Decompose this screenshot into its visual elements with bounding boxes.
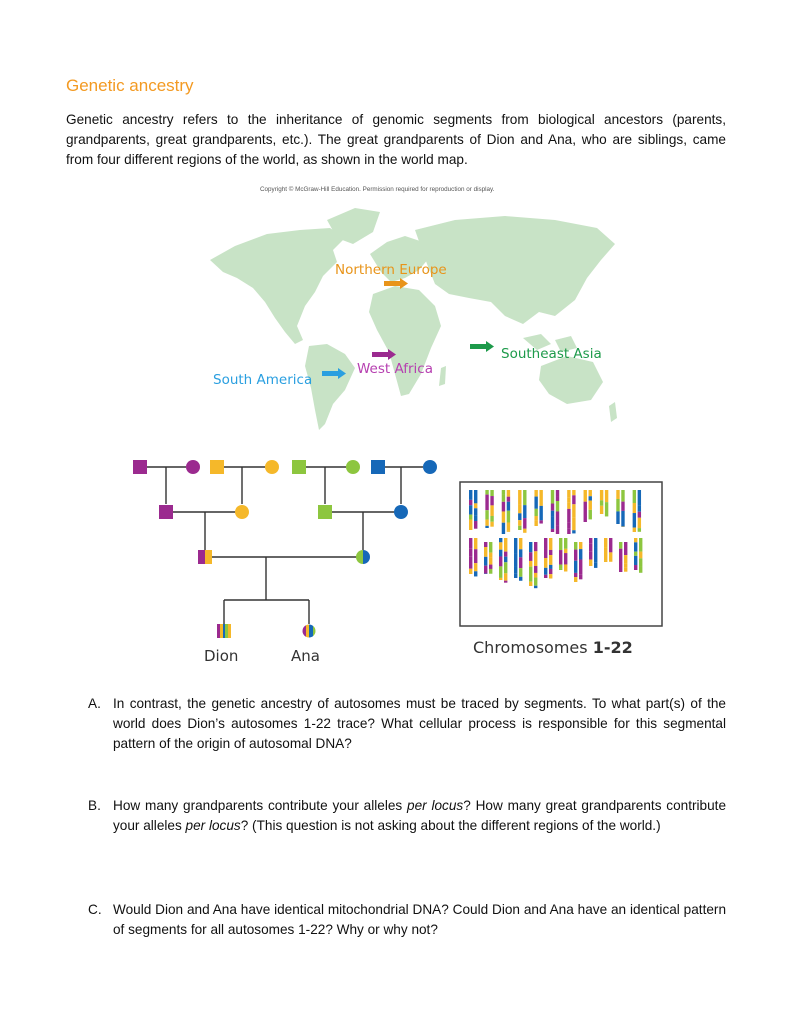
chromosome-segment — [502, 495, 505, 502]
chromosome-segment — [484, 542, 487, 547]
chromosome-segment — [589, 490, 592, 496]
chromosome-segment — [621, 490, 624, 502]
chromosome-segment — [518, 526, 521, 530]
chromosome-segment — [600, 500, 603, 505]
chromosome-segment — [567, 522, 570, 528]
chromosome-segment — [639, 567, 642, 573]
chromosome-segment — [551, 529, 554, 532]
chromosome-segment — [639, 552, 642, 559]
chromosome-segment — [484, 557, 487, 566]
chromosome-segment — [638, 528, 641, 532]
chromosome-segment — [499, 550, 502, 557]
chromosome-segment — [485, 520, 488, 526]
chromosome-segment — [518, 504, 521, 513]
chromosome-segment — [484, 566, 487, 574]
chromosome-segment — [519, 568, 522, 577]
chromosome-segment — [544, 558, 547, 568]
chromosome-segment — [639, 558, 642, 567]
chromosome-segment — [504, 557, 507, 563]
question-b-text: How many grandparents contribute your alleles per locus? How many great grandparents contribute your alleles per locus? (This question is not asking about the different regions of the world.) — [113, 798, 727, 833]
chromosome-segment — [544, 548, 547, 558]
chromosome-segment — [474, 538, 477, 549]
chromosome-segment — [556, 511, 559, 525]
chromosome-segment — [549, 569, 552, 574]
chromosome-segment — [556, 501, 559, 511]
chromosome-segment — [534, 578, 537, 586]
chromosome-segment — [605, 490, 608, 502]
chromosome-segment — [564, 553, 567, 564]
question-b — [88, 796, 726, 836]
chromosome-segment — [518, 513, 521, 520]
chromosome-segment — [556, 490, 559, 496]
chromosome-segment — [567, 490, 570, 497]
chromosome-segment — [523, 505, 526, 518]
chromosome-segment — [609, 538, 612, 552]
chromosome-segment — [624, 555, 627, 564]
chromosome-segment — [534, 516, 537, 520]
question-a — [88, 694, 726, 754]
chromosome-segment — [529, 567, 532, 582]
chromosome-segment — [514, 553, 517, 566]
dion-label: Dion — [204, 647, 239, 665]
chromosome-segment — [523, 490, 526, 505]
chromosome-segment — [579, 575, 582, 580]
great-grandmother-west-africa — [186, 460, 200, 474]
chromosome-segment — [605, 502, 608, 516]
chromosome-segment — [633, 490, 636, 503]
chromosome-segment — [469, 548, 472, 557]
label-southeast-asia: Southeast Asia — [501, 346, 602, 362]
question-a-letter: A. — [88, 696, 101, 711]
chromosome-segment — [589, 496, 592, 500]
chromosome-segment — [574, 577, 577, 582]
great-grandfather-south-america — [371, 460, 385, 474]
chromosome-segment — [638, 518, 641, 528]
chromosome-segment — [589, 538, 592, 544]
chromosome-segment — [469, 505, 472, 514]
chromosome-segment — [572, 490, 575, 495]
great-grandfather-west-africa — [133, 460, 147, 474]
chromosome-segment — [600, 490, 603, 500]
chromosome-segment — [638, 512, 641, 518]
chromosome-segment — [502, 523, 505, 534]
chromosome-segment — [572, 504, 575, 517]
chromosome-segment — [551, 517, 554, 529]
chromosome-segment — [567, 497, 570, 502]
great-grandfather-southeast-asia — [292, 460, 306, 474]
chromosome-segment — [499, 566, 502, 578]
grandfather-paternal — [159, 505, 173, 519]
chromosome-segment — [589, 552, 592, 560]
question-a-text: In contrast, the genetic ancestry of autosomes must be traced by segments. To what part(s) of the world does Dion’s autosomes 1-22 trace? What cellular process is responsible for this segmental pattern of the origin of autosomal DNA? — [113, 696, 726, 751]
chromosome-segment — [551, 490, 554, 504]
chromosome-segment — [514, 538, 517, 553]
chromosome-segment — [474, 515, 477, 521]
chromosome-segment — [490, 490, 493, 496]
chromosome-segment — [534, 551, 537, 566]
chromosomes-label: Chromosomes 1-22 — [473, 638, 633, 657]
world-map — [205, 198, 625, 438]
chromosome-segment — [534, 542, 537, 551]
chromosome-segment — [490, 496, 493, 505]
chromosome-segment — [609, 552, 612, 561]
chromosome-segment — [518, 520, 521, 526]
chromosome-segment — [574, 542, 577, 550]
chromosome-segment — [490, 522, 493, 527]
chromosome-segment — [507, 490, 510, 497]
chromosome-segment — [489, 542, 492, 553]
grandfather-maternal — [318, 505, 332, 519]
ana-label: Ana — [291, 647, 320, 665]
chromosome-segment — [529, 552, 532, 561]
copyright-notice: Copyright © McGraw-Hill Education. Permission required for reproduction or display. — [260, 186, 495, 193]
chromosome-segment — [619, 542, 622, 549]
chromosome-segment — [529, 561, 532, 567]
chromosome-segment — [589, 560, 592, 566]
label-northern-europe: Northern Europe — [335, 262, 447, 278]
chromosome-segment — [489, 558, 492, 565]
chromosome-segment — [529, 542, 532, 552]
grandmother-paternal — [235, 505, 249, 519]
chromosome-segment — [556, 526, 559, 534]
chromosome-segment — [519, 538, 522, 549]
chromosome-segment — [529, 582, 532, 586]
chromosome-segment — [474, 521, 477, 529]
pedigree-chart — [120, 448, 450, 673]
chromosome-segment — [604, 561, 607, 562]
label-south-america: South America — [213, 372, 313, 388]
chromosome-segment — [474, 571, 477, 576]
chromosome-segment — [499, 578, 502, 580]
chromosome-segment — [624, 542, 627, 555]
chromosome-segment — [489, 565, 492, 569]
chromosome-segment — [616, 511, 619, 524]
chromosome-segment — [504, 573, 507, 580]
chromosome-segment — [490, 516, 493, 522]
chromosome-segment — [604, 538, 607, 548]
chromosome-segment — [485, 490, 488, 495]
great-grandmother-south-america — [423, 460, 437, 474]
chromosome-segment — [469, 520, 472, 530]
chromosome-segment — [474, 490, 477, 503]
chromosome-segment — [621, 502, 624, 511]
chromosome-segment — [633, 503, 636, 513]
chromosome-segment — [634, 542, 637, 551]
chromosome-segment — [489, 569, 492, 574]
chromosome-segment — [539, 490, 542, 506]
chromosome-segment — [634, 565, 637, 570]
chromosome-segment — [469, 500, 472, 505]
great-grandmother-southeast-asia — [346, 460, 360, 474]
pedigree-lines — [147, 467, 423, 624]
chromosome-segment — [485, 526, 488, 528]
chromosome-segment — [469, 557, 472, 569]
chromosome-segment — [469, 538, 472, 548]
chromosome-segment — [523, 518, 526, 529]
chromosome-segment — [499, 556, 502, 566]
question-b-letter: B. — [88, 798, 101, 813]
chromosome-segment — [485, 495, 488, 511]
chromosome-segment — [579, 559, 582, 574]
chromosome-segment — [485, 510, 488, 519]
chromosome-segment — [559, 538, 562, 550]
chromosome-segment — [567, 528, 570, 534]
question-c — [88, 900, 726, 940]
chromosome-segment — [534, 586, 537, 588]
chromosome-segment — [502, 490, 505, 495]
karyotype-panel — [455, 478, 670, 663]
chromosome-segment — [534, 509, 537, 516]
chromosome-segment — [584, 502, 587, 510]
chromosome-segment — [544, 538, 547, 548]
chromosome-segment — [619, 561, 622, 572]
page-heading: Genetic ancestry — [66, 76, 194, 95]
chromosome-segment — [544, 575, 547, 578]
chromosome-segment — [469, 490, 472, 500]
chromosome-segment — [579, 542, 582, 549]
chromosome-segment — [539, 506, 542, 520]
chromosome-segment — [584, 490, 587, 502]
mother — [356, 550, 370, 564]
chromosome-segment — [564, 564, 567, 571]
great-grandmother-northern-europe — [265, 460, 279, 474]
chromosome-segment — [507, 511, 510, 523]
chromosome-segment — [579, 549, 582, 559]
chromosome-segment — [559, 569, 562, 570]
chromosome-segment — [504, 562, 507, 573]
chromosome-segment — [624, 564, 627, 568]
chromosome-segment — [574, 550, 577, 561]
chromosome-segment — [504, 581, 507, 583]
chromosome-segment — [589, 501, 592, 510]
dion-symbol — [217, 624, 231, 638]
chromosome-segment — [469, 515, 472, 520]
chromosome-segment — [519, 557, 522, 568]
chromosome-segment — [634, 552, 637, 556]
chromosome-segment — [474, 563, 477, 571]
intro-paragraph: Genetic ancestry refers to the inheritance of genomic segments from biological ancestors (parents, grandparents, great grandparents, etc.). The great grandparents of Dion and Ana, who are siblings, came from four different regions of the world, as shown in the world map. — [66, 112, 726, 167]
chromosome-segment — [589, 544, 592, 552]
chromosome-segment — [633, 513, 636, 528]
chromosome-segment — [507, 502, 510, 511]
chromosome-segment — [594, 538, 597, 548]
chromosome-segment — [474, 508, 477, 515]
chromosome-segment — [549, 555, 552, 565]
chromosome-segment — [502, 502, 505, 512]
chromosome-segment — [523, 529, 526, 533]
chromosome-segment — [604, 548, 607, 561]
chromosome-segment — [534, 497, 537, 509]
father — [198, 550, 212, 564]
great-grandfather-northern-europe — [210, 460, 224, 474]
chromosome-segment — [474, 549, 477, 563]
chromosome-segment — [619, 549, 622, 561]
label-west-africa: West Africa — [357, 361, 433, 377]
chromosome-segment — [507, 530, 510, 531]
chromosome-segment — [574, 561, 577, 573]
chromosome-segment — [549, 550, 552, 555]
chromosome-segment — [564, 538, 567, 549]
question-c-letter: C. — [88, 902, 102, 917]
chromosome-segment — [567, 509, 570, 522]
chromosome-segment — [502, 511, 505, 522]
chromosome-segment — [567, 502, 570, 509]
chromosome-segment — [616, 490, 619, 499]
chromosome-segment — [549, 565, 552, 569]
chromosome-segment — [634, 538, 637, 542]
chromosome-segment — [574, 573, 577, 577]
chromosome-segment — [549, 574, 552, 578]
chromosome-segment — [489, 553, 492, 558]
chromosome-segment — [469, 569, 472, 574]
chromosome-segment — [534, 573, 537, 578]
chromosome-segment — [556, 496, 559, 501]
chromosome-segment — [624, 568, 627, 572]
grandmother-maternal — [394, 505, 408, 519]
chromosome-segment — [534, 490, 537, 497]
chromosome-segment — [634, 556, 637, 565]
chromosome-segment — [534, 520, 537, 526]
chromosome-segment — [474, 503, 477, 508]
ana-symbol — [302, 624, 317, 638]
chromosome-segment — [551, 504, 554, 511]
chromosome-segment — [544, 568, 547, 575]
chromosome-segment — [633, 528, 636, 532]
chromosome-segment — [572, 517, 575, 530]
chromosome-segment — [616, 499, 619, 511]
chromosome-segment — [507, 497, 510, 502]
chromosome-segment — [600, 506, 603, 514]
chromosome-segment — [638, 490, 641, 506]
chromosome-segment — [519, 549, 522, 557]
chromosome-segment — [519, 577, 522, 581]
chromosome-segment — [490, 505, 493, 516]
chromosome-segment — [507, 522, 510, 530]
chromosome-segment — [499, 538, 502, 542]
chromosome-segment — [549, 538, 552, 550]
chromosome-segment — [499, 542, 502, 549]
chromosome-segment — [534, 566, 537, 573]
chromosome-segment — [584, 510, 587, 522]
question-c-text: Would Dion and Ana have identical mitochondrial DNA? Could Dion and Ana have an identical pattern of segments for all autosomes 1-22? Why or why not? — [113, 902, 726, 937]
chromosome-segment — [638, 506, 641, 512]
chromosome-segment — [504, 538, 507, 552]
chromosome-segment — [551, 511, 554, 517]
chromosome-segment — [572, 495, 575, 504]
chromosome-segment — [518, 490, 521, 504]
continents — [210, 208, 617, 430]
chromosome-segment — [594, 548, 597, 563]
chromosome-segment — [514, 574, 517, 578]
chromosome-segment — [589, 510, 592, 520]
chromosome-segment — [514, 567, 517, 574]
chromosome-segment — [639, 538, 642, 552]
chromosome-segment — [594, 562, 597, 568]
chromosome-segment — [572, 530, 575, 533]
chromosome-segment — [484, 547, 487, 557]
chromosome-segment — [564, 549, 567, 553]
chromosome-segment — [559, 565, 562, 569]
chromosome-segment — [539, 520, 542, 523]
arrow-southeast-asia — [470, 341, 494, 352]
chromosome-segment — [559, 550, 562, 564]
chromosome-segment — [621, 511, 624, 527]
chromosome-segment — [504, 552, 507, 557]
